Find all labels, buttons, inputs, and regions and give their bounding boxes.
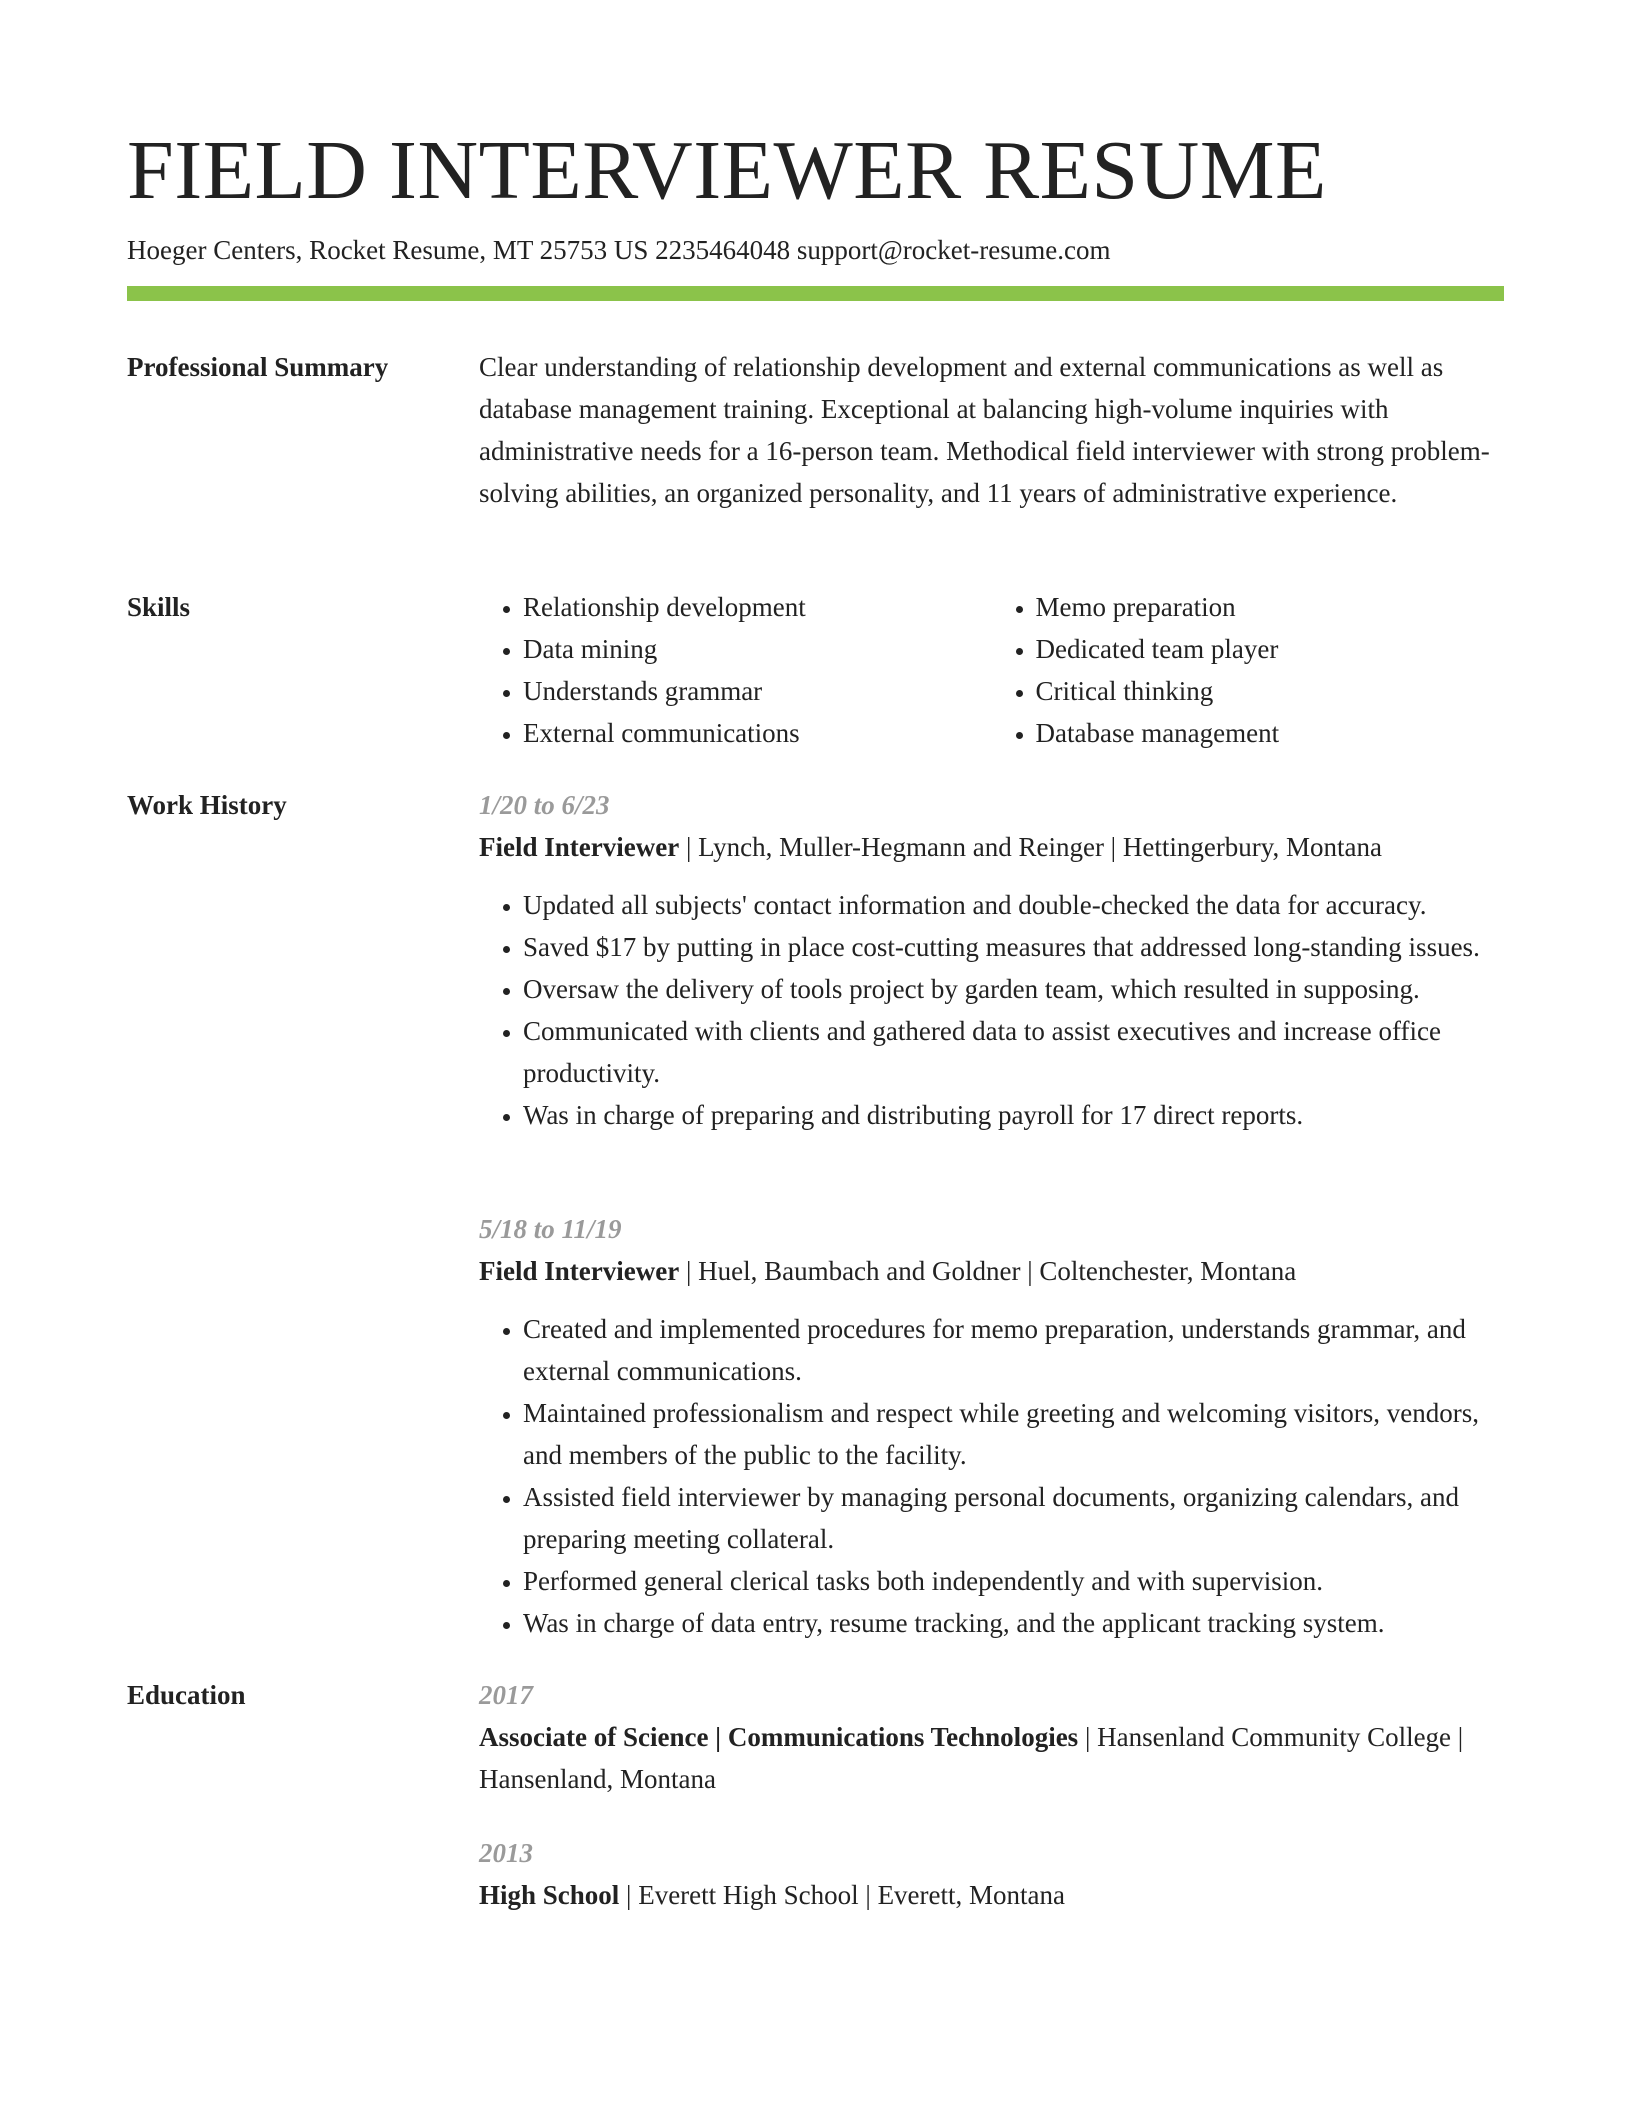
job-entry	[479, 1208, 1504, 1644]
job-bullet: • Was in charge of data entry, resume tracking, and the applicant tracking system.	[523, 1602, 1504, 1644]
summary-label: Professional Summary	[127, 352, 389, 382]
education-entry	[479, 1674, 1504, 1800]
skills-label: Skills	[127, 592, 191, 622]
job-bullet: • Performed general clerical tasks both independently and with supervision.	[523, 1560, 1504, 1602]
skill-item: • Data mining	[523, 628, 992, 670]
job-entry	[479, 784, 1504, 1136]
skill-item: • Critical thinking	[1036, 670, 1505, 712]
job-bullet: • Saved $17 by putting in place cost-cutting measures that addressed long-standing issues.	[523, 926, 1504, 968]
job-bullet: • Maintained professionalism and respect while greeting and welcoming visitors, vendors, and members of the public to the facility.	[523, 1392, 1504, 1476]
education-date: 2013	[479, 1838, 533, 1868]
education-degree: Associate of Science | Communications Technologies	[479, 1722, 1079, 1752]
work-history-label: Work History	[127, 790, 287, 820]
skill-item: • Dedicated team player	[1036, 628, 1505, 670]
job-bullets	[479, 1308, 1504, 1644]
job-heading	[479, 1250, 1504, 1292]
contact-line: Hoeger Centers, Rocket Resume, MT 25753 US 2235464048 support@rocket-resume.com	[127, 235, 1111, 265]
job-date: 1/20 to 6/23	[479, 790, 610, 820]
education-entry	[479, 1832, 1504, 1916]
skill-item: • Understands grammar	[523, 670, 992, 712]
job-bullet: • Communicated with clients and gathered data to assist executives and increase office productivity.	[523, 1010, 1504, 1094]
job-date: 5/18 to 11/19	[479, 1214, 622, 1244]
job-bullet: • Assisted field interviewer by managing personal documents, organizing calendars, and preparing meeting collateral.	[523, 1476, 1504, 1560]
job-details: | Huel, Baumbach and Goldner | Coltenchester, Montana	[679, 1256, 1297, 1286]
header-divider	[127, 286, 1504, 301]
education-heading	[479, 1874, 1504, 1916]
job-bullet: • Updated all subjects' contact information and double-checked the data for accuracy.	[523, 884, 1504, 926]
resume-title: FIELD INTERVIEWER RESUME	[127, 124, 1327, 217]
job-bullet: • Oversaw the delivery of tools project by garden team, which resulted in supposing.	[523, 968, 1504, 1010]
skill-item: • External communications	[523, 712, 992, 754]
education-label: Education	[127, 1680, 246, 1710]
skills-column-left	[479, 586, 992, 754]
summary-text: Clear understanding of relationship development and external communications as well as database management training. Exceptional at balancing high-volume inquiries with administrative needs for a 16-person team. Methodical field interviewer with strong problem-solving abilities, an organized personality, and 11 years of administrative experience.	[479, 352, 1490, 508]
education-details: | Hansenland Community College | Hansenland, Montana	[479, 1722, 1464, 1794]
job-bullet: • Created and implemented procedures for memo preparation, understands grammar, and external communications.	[523, 1308, 1504, 1392]
skill-item: • Database management	[1036, 712, 1505, 754]
skills-column-right	[992, 586, 1505, 754]
education-date: 2017	[479, 1680, 533, 1710]
education-degree: High School	[479, 1880, 620, 1910]
job-details: | Lynch, Muller-Hegmann and Reinger | Hettingerbury, Montana	[679, 832, 1383, 862]
skill-item: • Relationship development	[523, 586, 992, 628]
job-bullets	[479, 884, 1504, 1136]
job-bullet: • Was in charge of preparing and distributing payroll for 17 direct reports.	[523, 1094, 1504, 1136]
job-title: Field Interviewer	[479, 1256, 680, 1286]
education-heading	[479, 1716, 1504, 1800]
skills-list	[479, 586, 1504, 754]
job-title: Field Interviewer	[479, 832, 680, 862]
job-heading	[479, 826, 1504, 868]
education-details: | Everett High School | Everett, Montana	[619, 1880, 1065, 1910]
skill-item: • Memo preparation	[1036, 586, 1505, 628]
